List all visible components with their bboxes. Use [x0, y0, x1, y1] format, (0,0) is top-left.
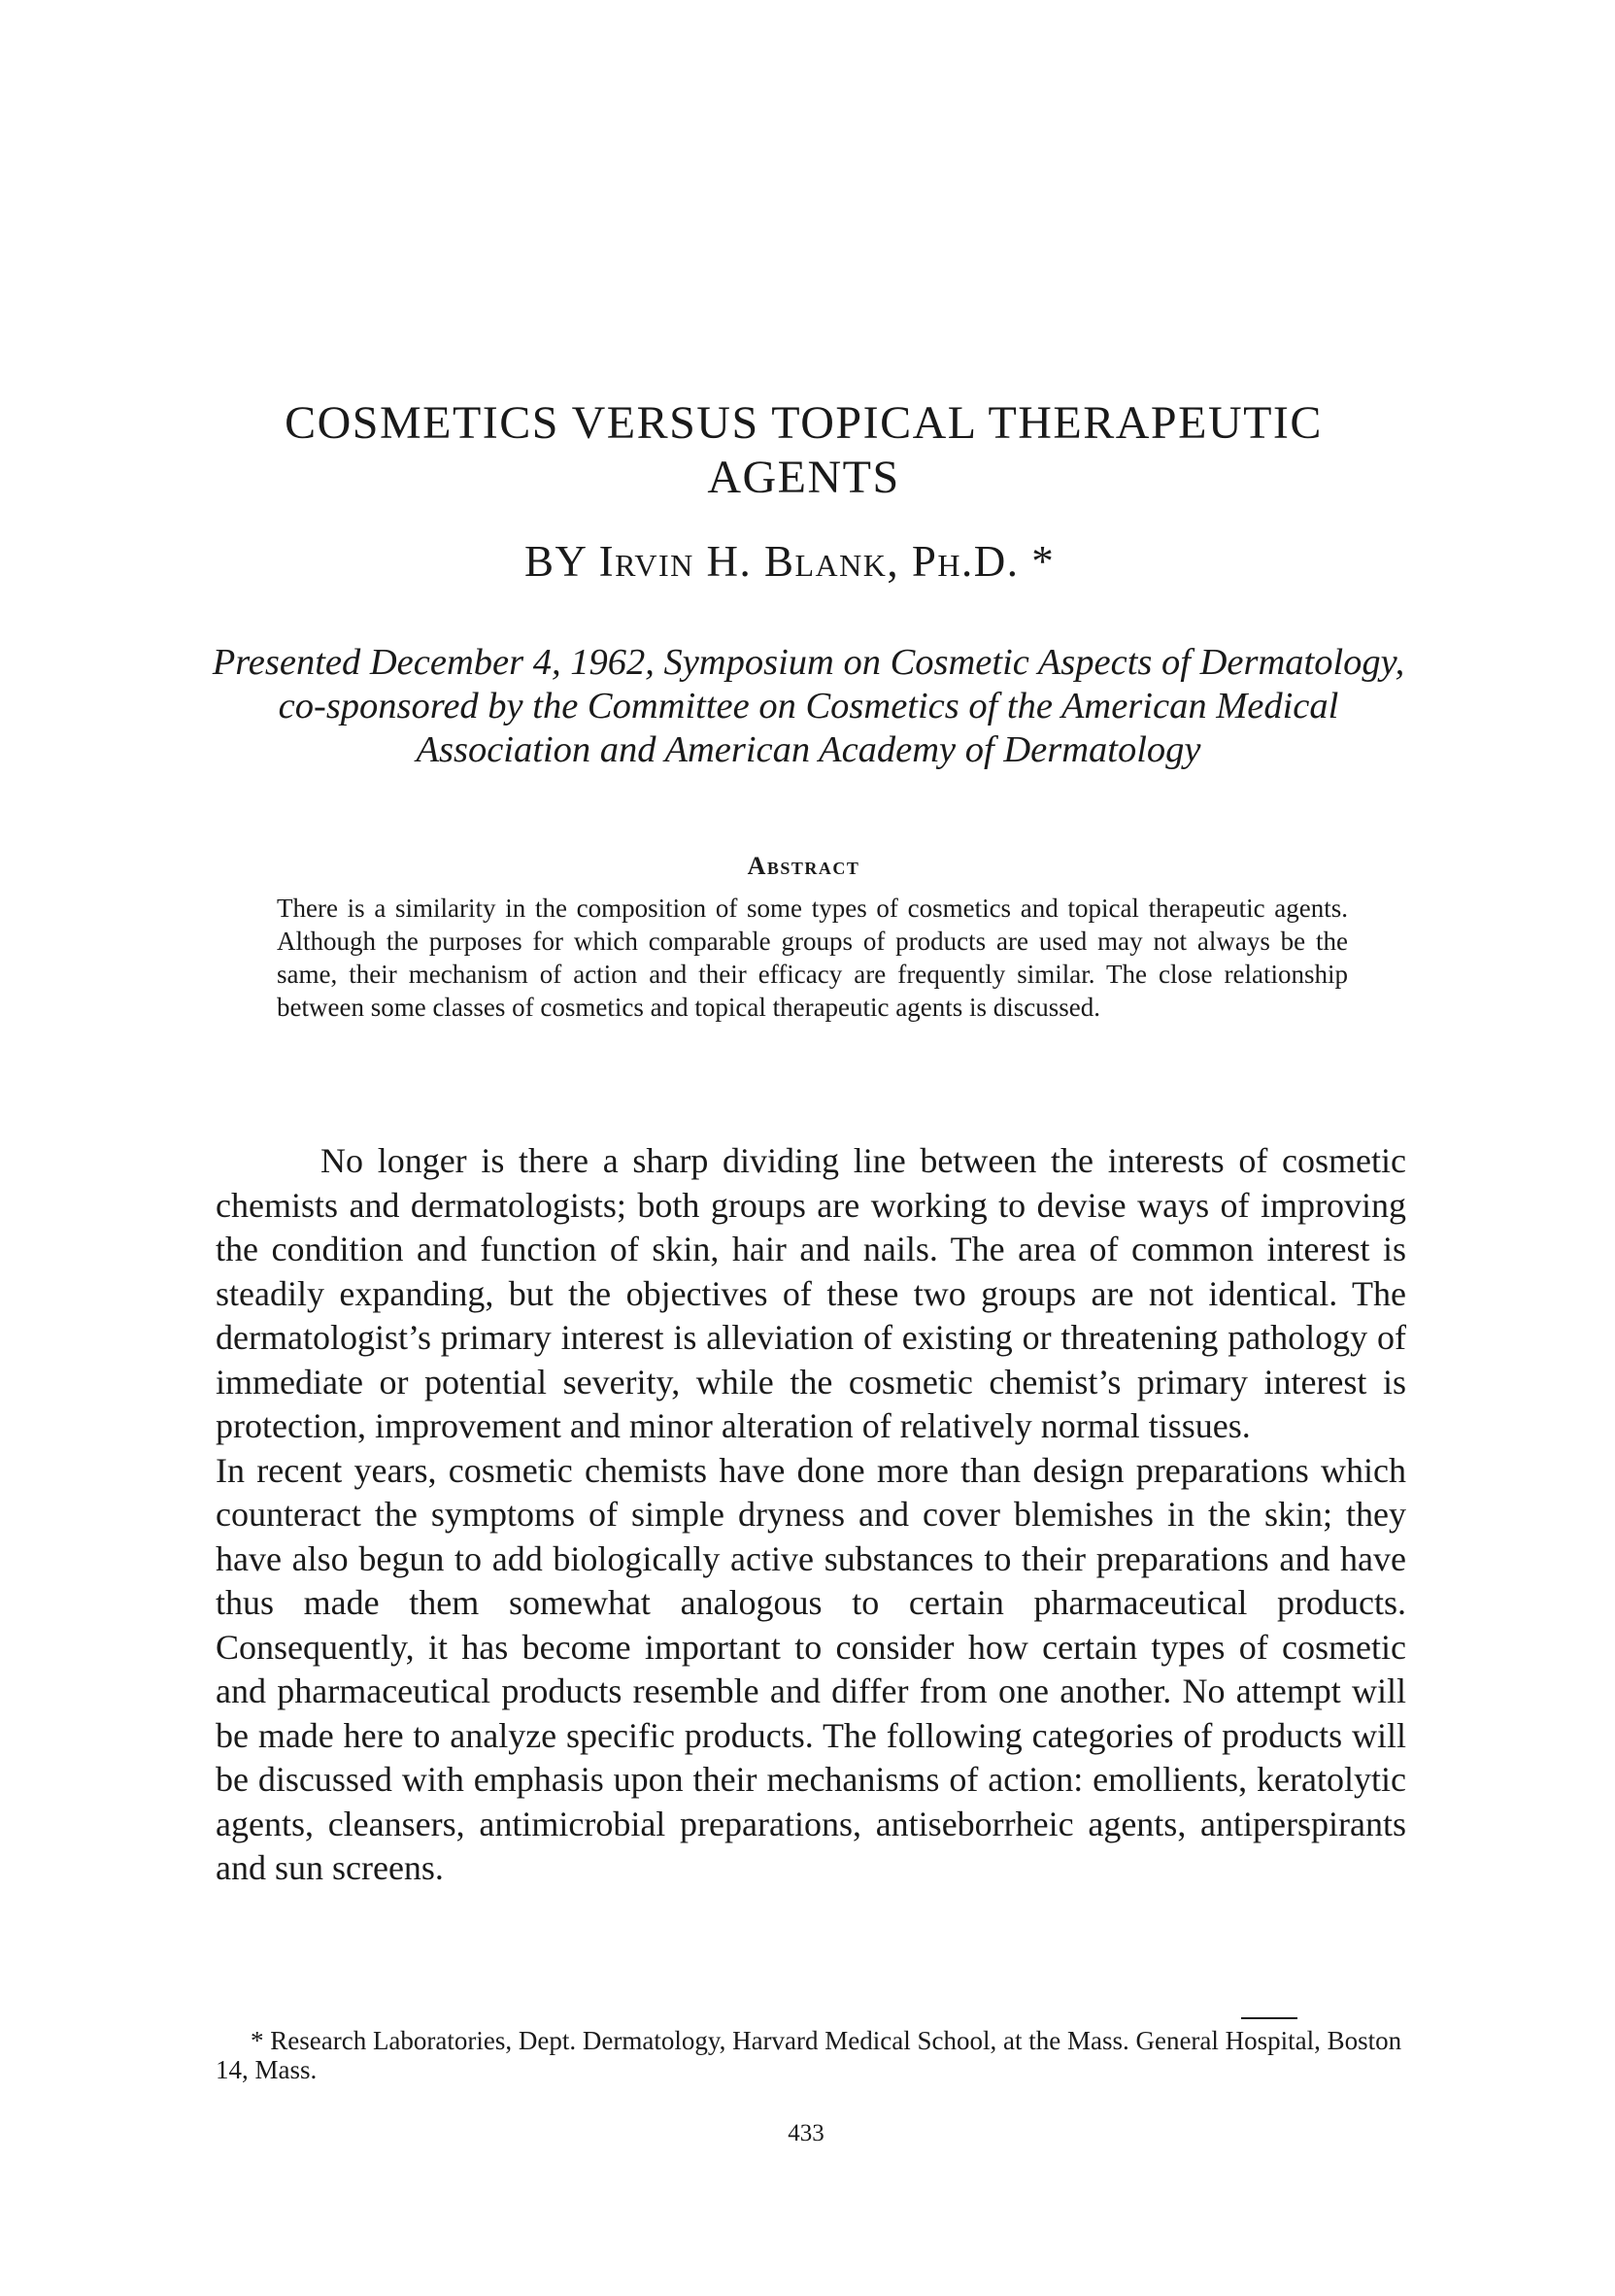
presentation-note-line-1: Presented December 4, 1962, Symposium on Cosmetic Aspects of Dermatology,: [212, 642, 1405, 683]
body-paragraph-2: In recent years, cosmetic chemists have done more than design preparations which counteract the symptoms of simple dryness and cover blemishes in the skin; they have also begun to add biologically active substances to their preparations and have thus made them somewhat analogous to certain pharmaceutical products. Consequently, it has become important to consider how certain types of cosmetic and pharmaceutical products resemble and differ from one another. No attempt will be made here to analyze specific products. The following categories of products will be discussed with emphasis upon their mechanisms of action: emollients, keratolytic agents, cleansers, antimicrobial preparations, antiseborrheic agents, antiperspirants and sun screens.: [216, 1450, 1406, 1887]
article-title: [214, 396, 1394, 505]
main-text: [216, 1139, 1406, 1891]
footnote-divider: [1241, 2017, 1297, 2019]
presentation-note-line-2: co-sponsored by the Committee on Cosmetics of the American Medical: [278, 686, 1339, 726]
author-affiliation-footnote: * Research Laboratories, Dept. Dermatology, Harvard Medical School, at the Mass. General Hospital, Boston 14, Mass.: [216, 2026, 1402, 2084]
presentation-note: [204, 641, 1413, 772]
title-line-1: COSMETICS VERSUS TOPICAL THERAPEUTIC: [285, 397, 1323, 449]
abstract-heading: Abstract: [747, 852, 860, 880]
presentation-note-line-3: Association and American Academy of Dermatology: [416, 729, 1201, 770]
body-paragraph-1: No longer is there a sharp dividing line between the interests of cosmetic chemists and dermatologists; both groups are working to devise ways of improving the condition and function of skin, hair and nails. The area of common interest is steadily expanding, but the objectives of these two groups are not identical. The dermatologist’s primary interest is alleviation of existing or threatening pathology of immediate or potential severity, while the cosmetic chemist’s primary interest is protection, improvement and minor alteration of relatively normal tissues.: [216, 1141, 1406, 1445]
author-byline: BY Irvin H. Blank, Ph.D. *: [524, 537, 1056, 586]
title-line-2: AGENTS: [707, 452, 900, 503]
page-number: 433: [788, 2120, 824, 2146]
abstract-text: There is a similarity in the composition of some types of cosmetics and topical therapeutic agents. Although the purposes for which comparable groups of products are used may not always be the same, their mechanism of action and their efficacy are frequently similar. The close relationship between some classes of cosmetics and topical therapeutic agents is discussed.: [277, 894, 1348, 1022]
